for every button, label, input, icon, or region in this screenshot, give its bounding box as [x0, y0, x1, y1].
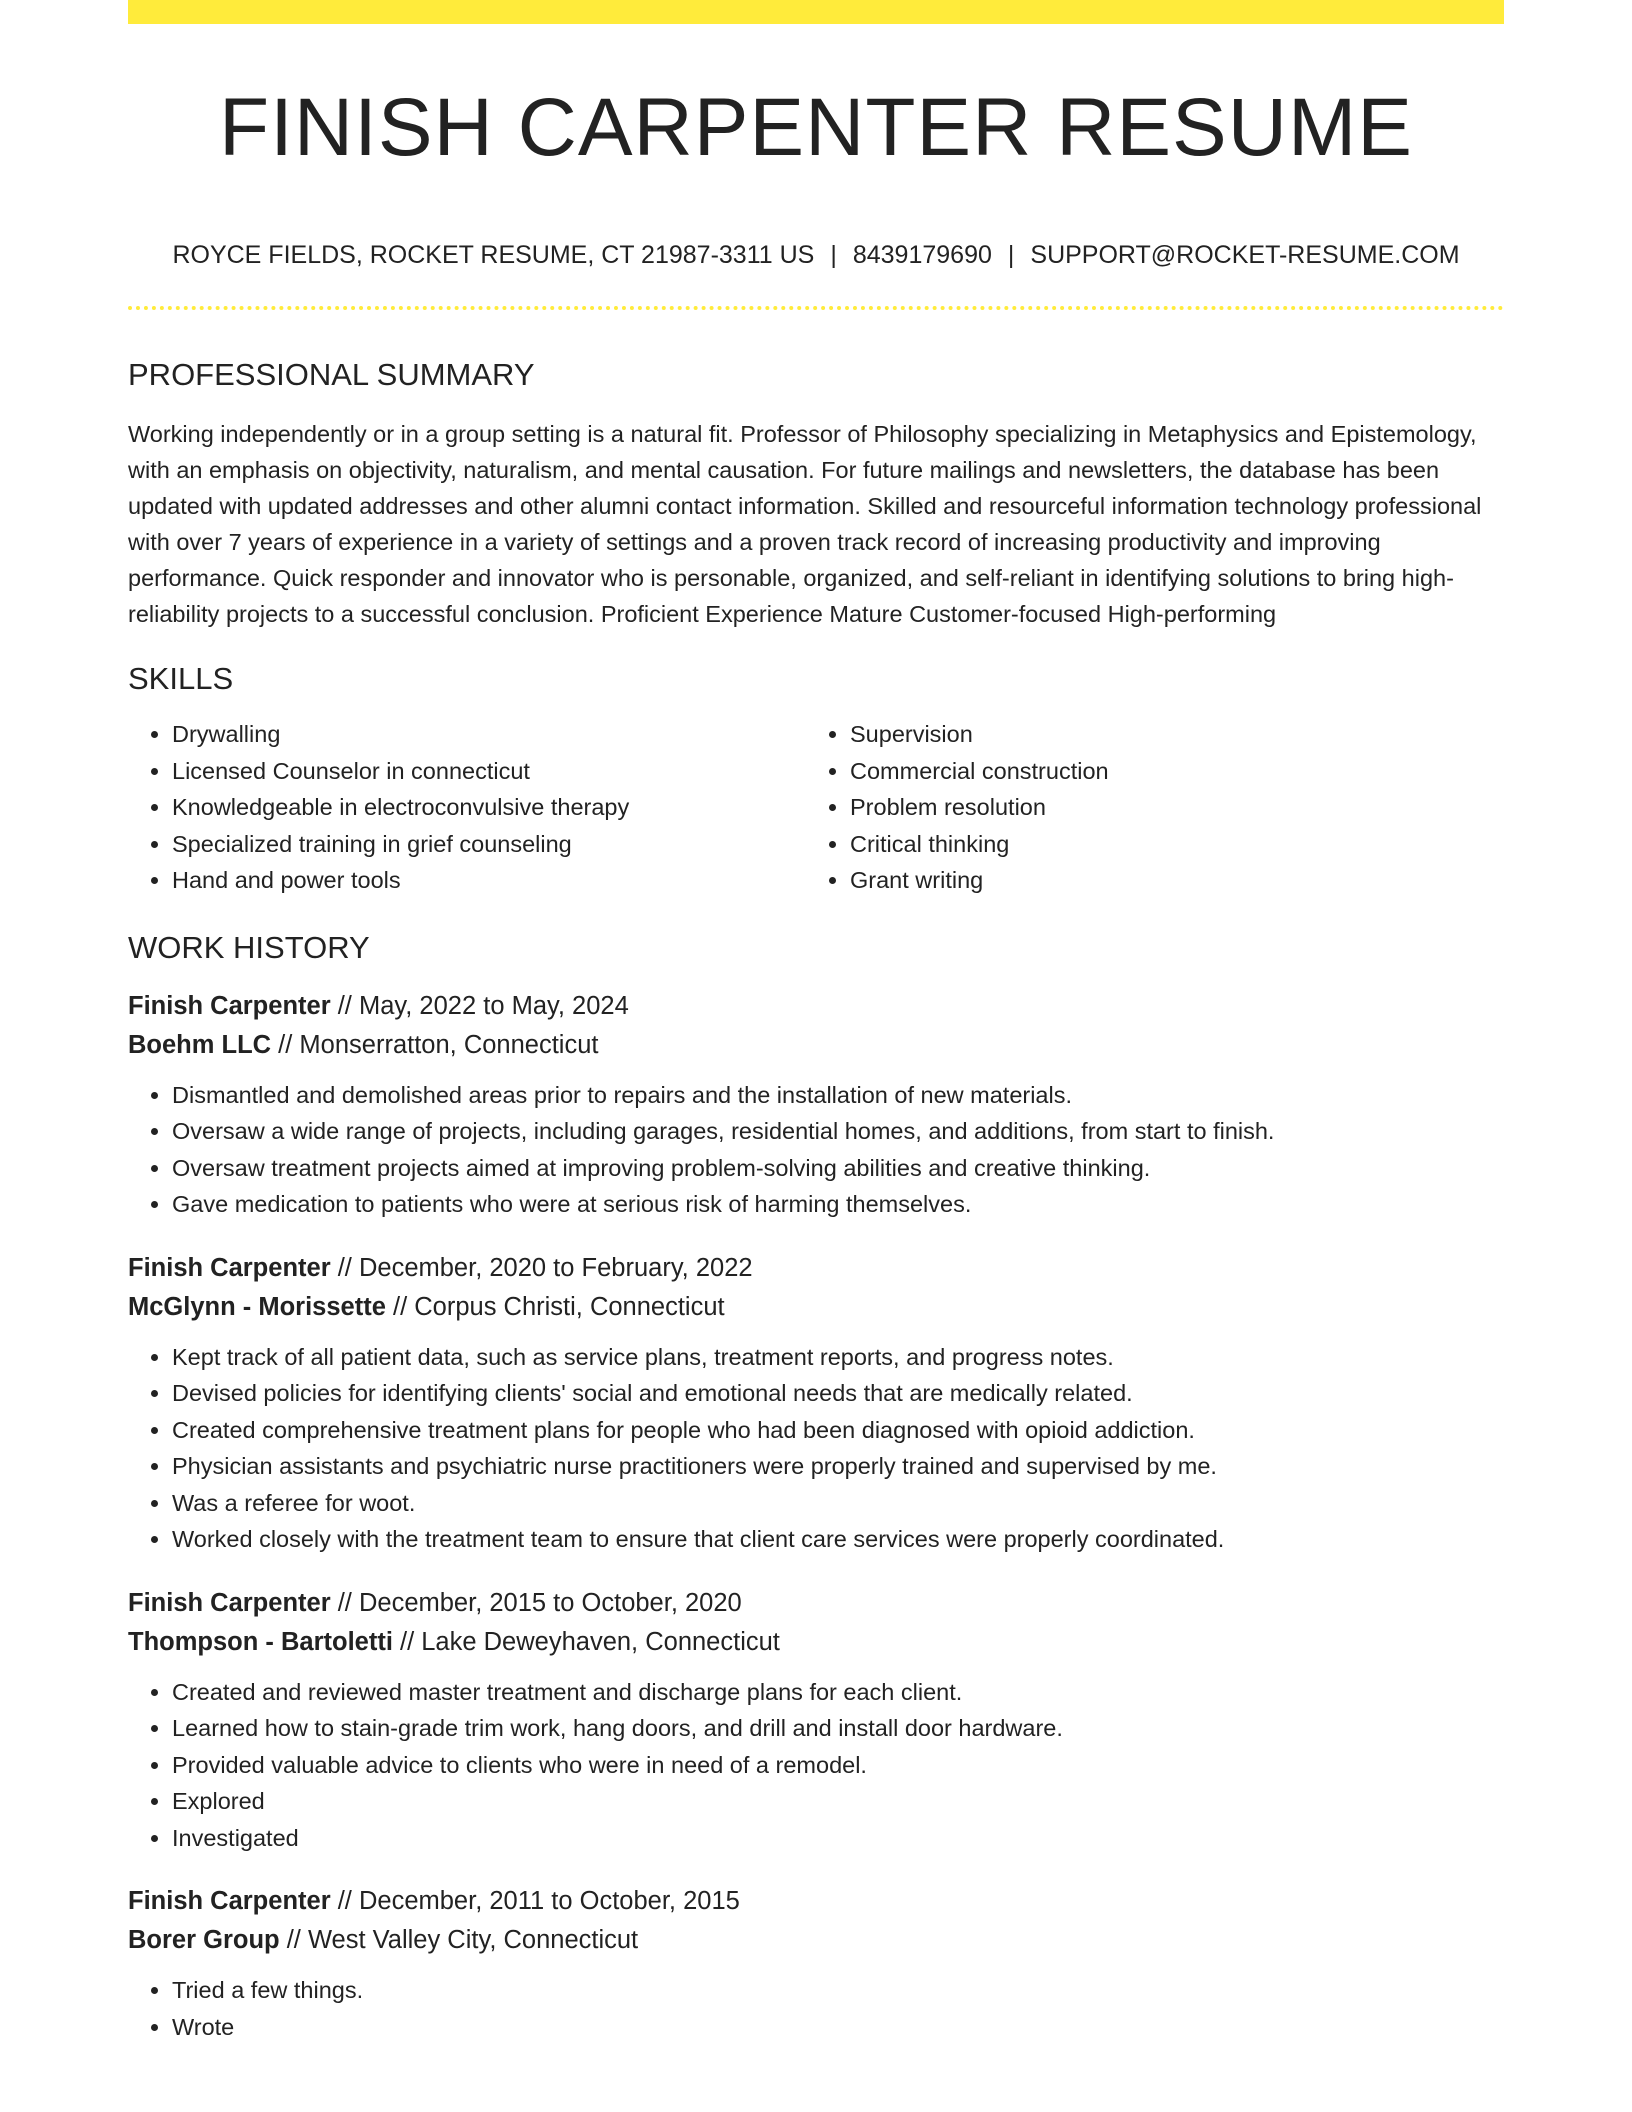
job-company-line — [128, 1026, 1504, 1065]
job-bullet: • Gave medication to patients who were at serious risk of harming themselves. — [172, 1186, 1504, 1223]
skill-item: • Hand and power tools — [172, 862, 806, 899]
skill-item: • Specialized training in grief counseling — [172, 826, 806, 863]
job-bullet: • Was a referee for woot. — [172, 1485, 1504, 1522]
job-dates: // December, 2020 to February, 2022 — [337, 1253, 753, 1282]
job-bullet: • Kept track of all patient data, such as service plans, treatment reports, and progress notes. — [172, 1339, 1504, 1376]
skills-list-left — [128, 716, 806, 899]
job-bullet: • Oversaw a wide range of projects, including garages, residential homes, and additions, from start to finish. — [172, 1113, 1504, 1150]
job-bullet: • Created and reviewed master treatment and discharge plans for each client. — [172, 1674, 1504, 1711]
dotted-divider — [128, 306, 1504, 310]
job-title: Finish Carpenter — [128, 1253, 331, 1282]
job-company-line — [128, 1288, 1504, 1327]
job-company-line — [128, 1623, 1504, 1662]
skill-item: • Problem resolution — [850, 789, 1484, 826]
skills-section — [128, 654, 1504, 899]
job-company-line — [128, 1921, 1504, 1960]
resume-content — [128, 350, 1504, 2071]
job-title: Finish Carpenter — [128, 1588, 331, 1617]
job-title: Finish Carpenter — [128, 1887, 331, 1915]
contact-line — [128, 237, 1504, 273]
job-title: Finish Carpenter — [128, 991, 331, 1020]
job-company: Thompson - Bartoletti — [128, 1627, 393, 1656]
summary-text: Working independently or in a group setting is a natural fit. Professor of Philosophy specializing in Metaphysics and Epistemology, with an emphasis on objectivity, naturalism, and mental causation. For future mailings and newsletters, the database has been updated with updated addresses and other alumni contact information. Skilled and resourceful information technology professional with over 7 years of experience in a variety of settings and a proven track record of increasing productivity and improving performance. Quick responder and innovator who is personable, organized, and self-reliant in identifying solutions to bring high-reliability projects to a successful conclusion. Proficient Experience Mature Customer-focused High-performing — [128, 421, 1482, 627]
job-location: // West Valley City, Connecticut — [286, 1926, 639, 1954]
job-title-line — [128, 1882, 1504, 1921]
job-location: // Monserratton, Connecticut — [278, 1030, 599, 1059]
job-location: // Lake Deweyhaven, Connecticut — [400, 1627, 780, 1656]
job-bullet: • Wrote — [172, 2009, 1504, 2046]
skill-item: • Drywalling — [172, 716, 806, 753]
job-bullets — [128, 1339, 1504, 1558]
job-bullet: • Tried a few things. — [172, 1972, 1504, 2009]
skill-item: • Critical thinking — [850, 826, 1484, 863]
skill-item: • Commercial construction — [850, 753, 1484, 790]
accent-top-bar — [128, 0, 1504, 24]
job-bullet: • Worked closely with the treatment team to ensure that client care services were properly coordinated. — [172, 1521, 1504, 1558]
job-bullets — [128, 1674, 1504, 1857]
job-bullet: • Devised policies for identifying clients' social and emotional needs that are medically related. — [172, 1375, 1504, 1412]
skill-item: • Grant writing — [850, 862, 1484, 899]
contact-address: ROYCE FIELDS, ROCKET RESUME, CT 21987-3311 US — [172, 241, 815, 269]
job-title-line — [128, 987, 1504, 1026]
job-dates: // December, 2011 to October, 2015 — [337, 1887, 740, 1915]
job-company: Boehm LLC — [128, 1030, 272, 1059]
job-bullets — [128, 1972, 1504, 2045]
page-title: FINISH CARPENTER RESUME — [219, 82, 1413, 173]
skill-item: • Supervision — [850, 716, 1484, 753]
job-bullet: • Physician assistants and psychiatric nurse practitioners were properly trained and supervised by me. — [172, 1448, 1504, 1485]
skill-item: • Licensed Counselor in connecticut — [172, 753, 806, 790]
job-company: McGlynn - Morissette — [128, 1292, 386, 1321]
work-history-heading: WORK HISTORY — [128, 929, 370, 965]
job-title-line — [128, 1584, 1504, 1623]
job-location: // Corpus Christi, Connecticut — [392, 1292, 725, 1321]
contact-separator: | — [830, 241, 837, 269]
summary-heading: PROFESSIONAL SUMMARY — [128, 357, 535, 392]
job-title-line — [128, 1249, 1504, 1288]
job-dates: // May, 2022 to May, 2024 — [337, 991, 629, 1020]
skills-heading: SKILLS — [128, 661, 234, 696]
contact-separator: | — [1007, 241, 1015, 269]
job-entry — [128, 1584, 1504, 1857]
job-entry — [128, 1249, 1504, 1558]
job-bullets — [128, 1077, 1504, 1223]
contact-phone: 8439179690 — [852, 241, 992, 269]
job-dates: // December, 2015 to October, 2020 — [337, 1588, 742, 1617]
skills-columns — [128, 716, 1504, 899]
contact-email: SUPPORT@ROCKET-RESUME.COM — [1030, 241, 1460, 269]
job-bullet: • Created comprehensive treatment plans for people who had been diagnosed with opioid addiction. — [172, 1412, 1504, 1449]
job-bullet: • Oversaw treatment projects aimed at improving problem-solving abilities and creative thinking. — [172, 1150, 1504, 1187]
skills-list-right — [806, 716, 1484, 899]
job-bullet: • Learned how to stain-grade trim work, hang doors, and drill and install door hardware. — [172, 1710, 1504, 1747]
job-bullet: • Provided valuable advice to clients who were in need of a remodel. — [172, 1747, 1504, 1784]
summary-section — [128, 350, 1504, 632]
job-entry — [128, 1882, 1504, 2045]
job-entry — [128, 987, 1504, 1223]
skill-item: • Knowledgeable in electroconvulsive therapy — [172, 789, 806, 826]
job-bullet: • Dismantled and demolished areas prior to repairs and the installation of new materials. — [172, 1077, 1504, 1114]
work-history-section — [128, 923, 1504, 2046]
job-bullet: • Investigated — [172, 1820, 1504, 1857]
job-company: Borer Group — [128, 1926, 280, 1954]
job-bullet: • Explored — [172, 1783, 1504, 1820]
